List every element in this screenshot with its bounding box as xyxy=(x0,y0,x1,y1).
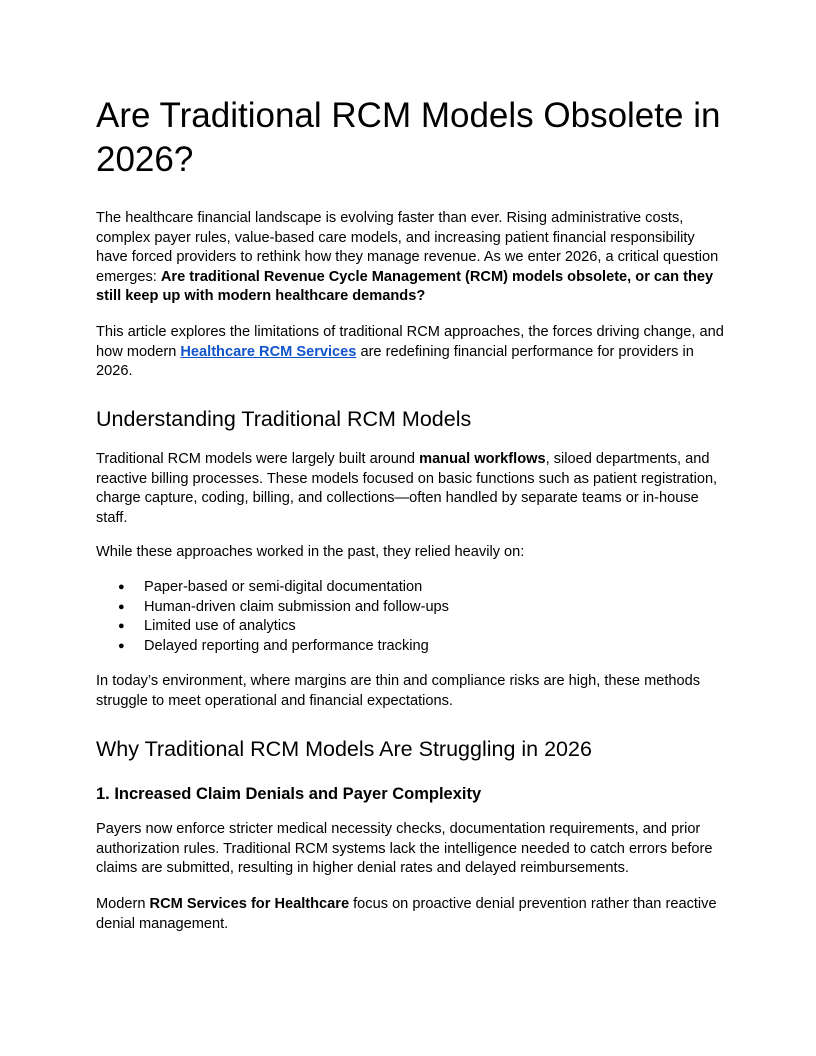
section2-p2-before: Modern xyxy=(96,896,150,912)
intro-bold-question: Are traditional Revenue Cycle Management (RCM) models obsolete, or can they still keep up with modern healthcare demands? xyxy=(96,268,714,304)
section2-p2-after: focus on proactive denial prevention rather than reactive denial management. xyxy=(96,896,717,932)
bullet-icon: ● xyxy=(118,639,125,652)
section2-paragraph-1: Payers now enforce stricter medical necessity checks, documentation requirements, and prior authorization rules. Traditional RCM systems lack the intelligence needed to catch errors before claims are submitted, resulting in higher denial rates and delayed reimbursements. xyxy=(96,821,713,876)
list-item xyxy=(96,637,696,657)
healthcare-rcm-services-link[interactable]: Healthcare RCM Services xyxy=(180,343,357,360)
list-item xyxy=(96,578,696,598)
document-title: Are Traditional RCM Models Obsolete in 2026? xyxy=(96,96,721,179)
section2-p2-bold: RCM Services for Healthcare xyxy=(149,896,350,912)
section1-paragraph-3: In today’s environment, where margins are thin and compliance risks are high, these methods struggle to meet operational and financial expectations. xyxy=(96,673,701,709)
section2-paragraph-2 xyxy=(96,895,724,934)
section1-p1-after: , siloed departments, and reactive billing processes. These models focused on basic functions such as patient registration, charge capture, coding, billing, and collections—often handled by separate teams or in-house staff. xyxy=(96,451,718,526)
list-item-text: Limited use of analytics xyxy=(144,618,296,634)
list-item xyxy=(96,598,696,618)
section-heading-struggling: Why Traditional RCM Models Are Struggling in 2026 xyxy=(96,737,592,761)
intro-text: The healthcare financial landscape is evolving faster than ever. Rising administrative costs, complex payer rules, value-based care models, and increasing patient financial responsibility have forced providers to rethink how they manage revenue. As we enter 2026, a critical question emerges: xyxy=(96,210,719,285)
bullet-icon: ● xyxy=(118,581,125,593)
list-item-text: Delayed reporting and performance tracking xyxy=(144,637,429,654)
explore-text-after: are redefining financial performance for providers in 2026. xyxy=(96,343,694,379)
list-item xyxy=(96,617,696,637)
section-heading-understanding: Understanding Traditional RCM Models xyxy=(96,407,472,431)
list-item-text: Human-driven claim submission and follow-ups xyxy=(144,598,449,615)
bullet-icon: ● xyxy=(118,600,125,613)
explore-text-before: This article explores the limitations of traditional RCM approaches, the forces driving change, and how modern xyxy=(96,324,724,360)
list-item-text: Paper-based or semi-digital documentation xyxy=(144,579,423,595)
section1-p1-before: Traditional RCM models were largely built around xyxy=(96,451,420,467)
limitations-list xyxy=(96,578,696,656)
section1-paragraph-1 xyxy=(96,450,724,528)
section1-paragraph-2: While these approaches worked in the past, they relied heavily on: xyxy=(96,544,525,560)
subheading-claim-denials: 1. Increased Claim Denials and Payer Complexity xyxy=(96,785,482,803)
section1-p1-bold: manual workflows xyxy=(419,451,546,467)
bullet-icon: ● xyxy=(118,620,125,632)
explore-paragraph xyxy=(96,323,724,382)
intro-paragraph xyxy=(96,209,724,307)
